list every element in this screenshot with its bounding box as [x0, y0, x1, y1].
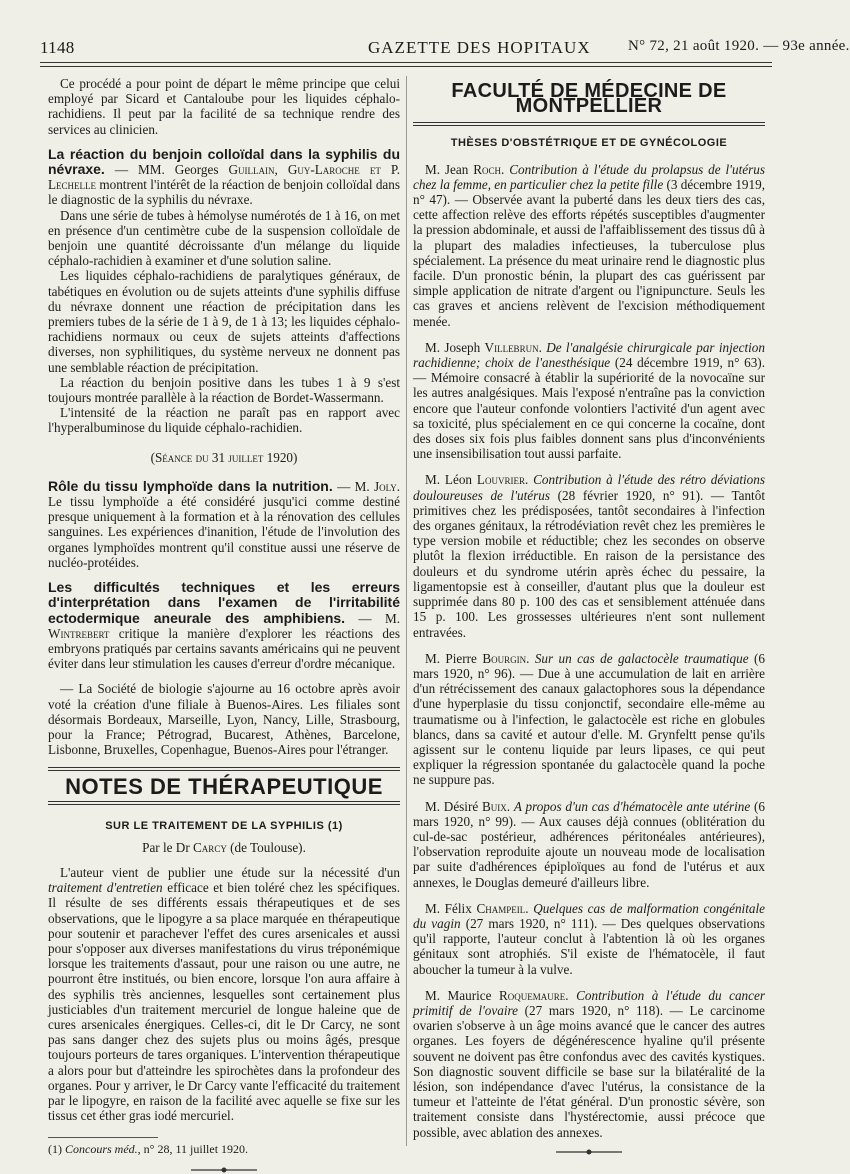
- difficultes-text: critique la manière d'explorer les réactions des embryons pratiqués par certains savants américains qui ne peuvent éviter dans leur stimulation les causes d'erreur d'ordre mécanique.: [48, 625, 400, 672]
- benjoin-authors: Guillain, Guy-Laroche et P. Lechelle: [48, 162, 400, 193]
- header-rule: [40, 62, 772, 63]
- footnote: [48, 1142, 400, 1156]
- thesis-text: (27 mars 1920, n° 118). — Le carcinome ovarien s'observe à un âge moins avancé que le cancer des autres organes. Les foyers de dégénérescence hyaline qu'il présente souvent ne doivent pas être confondus avec des cavités kystiques. Son diagnostic souvent difficile se base sur la bilatéralité de la lésion, son indépendance d'avec l'utérus, la consistance de la tumeur et l'atteinte de l'état général. D'un pronostic sévère, son traitement consiste dans l'hystérectomie, aussi précoce que possible, avec ablation des annexes.: [413, 1002, 765, 1140]
- thesis-author: Roquemaure: [498, 987, 566, 1003]
- thesis-text: (28 février 1920, n° 91). — Tantôt primitives chez les prédisposées, tantôt secondaires à l'infection des organes génitaux, la rétrodéviation revêt chez les premières le type version mobile et réductible; chez les secondes on observe plutôt la flexion irréductible. En raison de la persistance des douleurs et du syndrome utérin après échec du pessaire, la ligamentopsie est à conseiller, d'autant plus que la douleur est supprimée dans 80 p. 100 des cas et sensiblement atténuée dans 15 p. 100. Les grossesses ultérieures n'ent sont nullement entravées.: [413, 487, 765, 640]
- lymph-author: Joly: [373, 478, 397, 494]
- lymph-paragraph: [48, 479, 400, 570]
- thesis-sep: .: [526, 650, 535, 666]
- running-head: [40, 36, 850, 60]
- byline: [48, 840, 400, 855]
- thesis-author: Villebrun: [484, 339, 539, 355]
- journal-title: GAZETTE DES HOPITAUX: [368, 38, 591, 57]
- carcy-lead: L'auteur vient de publier une étude sur la nécessité d'un: [60, 864, 400, 880]
- thesis-sep: .: [501, 161, 510, 177]
- thesis-sep: .: [565, 987, 577, 1003]
- thesis-sep: .: [524, 472, 534, 488]
- thesis-sep: .: [538, 339, 547, 355]
- societe-paragraph: — La Société de biologie s'ajourne au 16 octobre après avoir voté la création d'une filiale à Buenos-Aires. Les filiales sont désormais Bordeaux, Marseille, Lyon, Nancy, Lille, Strasbourg, pour la France; Pétrograd, Bucarest, Athènes, Barcelone, Lisbonne, Bruxelles, Copenhague, Buenos-Aires pour l'étranger.: [48, 681, 400, 758]
- page-number: 1148: [40, 38, 75, 57]
- ornament-divider-right: [554, 1148, 624, 1156]
- thesis-lead: M. Jean: [425, 161, 474, 177]
- notes-therapeutique-title: NOTES DE THÉRAPEUTIQUE: [65, 774, 383, 800]
- byline-lead: Par le Dr: [142, 839, 194, 855]
- footnote-rest: , n° 28, 11 juillet 1920.: [137, 1142, 249, 1157]
- thesis-author: Bourgin: [482, 650, 527, 666]
- thesis-text: (27 mars 1920, n° 111). — Des quelques observations qu'il rapporte, l'auteur conclut à l'abtention là où les organes génitaux sont atrophiés. S'il existe de l'hématocèle, il faut aboucher la tumeur à la vulve.: [413, 915, 765, 977]
- traitement-title: SUR LE TRAITEMENT DE LA SYPHILIS (1): [105, 819, 343, 832]
- thesis-title: Contribution à l'étude du cancer primitif de l'ovaire: [413, 987, 765, 1018]
- benjoin-paragraph-2: Dans une série de tubes à hémolyse numérotés de 1 à 16, on met en présence d'un centimètre cube de la suspension colloïdale de benjoin une quantité décroissante d'un mélange du liquide céphalo-rachidien à examiner et d'une solution saline.: [48, 207, 400, 269]
- difficultes-author: Wintrebert: [48, 625, 110, 641]
- thesis-author: Buix: [482, 798, 507, 814]
- column-divider: [406, 76, 407, 1146]
- thesis-lead: M. Désiré: [425, 798, 482, 814]
- thesis-title: Contribution à l'étude des rétro déviations douloureuses de l'utérus: [413, 472, 766, 503]
- thesis-text: (24 décembre 1919, n° 63). — Mémoire consacré à établir la supériorité de la novocaïne sur les autres analgésiques. Mais l'exposé n'entraîne pas la conviction encore que l'auteur confonde volontiers l'activité d'un agent avec sa toxicité, plus spécialement en ce qui concerne la cocaïne, dont des doses six fois plus faibles donnent sans plus d'inconvénients une insensibilisation tout aussi parfaite.: [413, 355, 765, 462]
- thesis-title: Contribution à l'étude du prolapsus de l'utérus chez la femme, en particulier chez la petite fille: [413, 161, 765, 192]
- benjoin-paragraph-4: La réaction du benjoin positive dans les tubes 1 à 9 s'est toujours montrée parallèle à la réaction de Bordet-Wassermann.: [48, 374, 400, 406]
- thesis-entry: [413, 472, 765, 639]
- thesis-title: De l'analgésie chirurgicale par injection rachidienne; choix de l'anesthésique: [413, 339, 765, 371]
- thesis-author: Roch: [473, 161, 502, 177]
- thesis-lead: M. Pierre: [425, 650, 483, 666]
- thesis-entry: [413, 651, 765, 788]
- thesis-title: Sur un cas de galactocèle traumatique: [534, 650, 749, 666]
- benjoin-paragraph-3: Les liquides céphalo-rachidiens de paralytiques généraux, de tabétiques en évolution ou de sujets atteints d'une syphilis diffuse du névraxe donnent une réaction de précipitation dans les premiers tubes de la série de 1 à 9, de 1 à 13; les liquides céphalo-rachidiens normaux ou ceux de sujets atteints d'affections diverses, non syphilitiques, du système nerveux ne donnent pas une semblable réaction de précipitation.: [48, 268, 400, 375]
- lymph-title: Rôle du tissu lymphoïde dans la nutrition.: [48, 477, 333, 494]
- difficultes-author-lead: — M.: [345, 610, 400, 626]
- carcy-italic: traitement d'entretien: [48, 880, 163, 896]
- theses-title: THÈSES D'OBSTÉTRIQUE ET DE GYNÉCOLOGIE: [450, 137, 728, 150]
- thesis-lead: M. Maurice: [425, 987, 499, 1003]
- thesis-sep: .: [506, 798, 514, 814]
- benjoin-authors-lead: — MM. Georges: [104, 162, 229, 178]
- thesis-entry: [413, 162, 765, 329]
- issue-info: N° 72, 21 août 1920. — 93e année.: [628, 38, 850, 54]
- thesis-title: A propos d'un cas d'hématocèle ante utérine: [513, 798, 751, 814]
- difficultes-title: Les difficultés techniques et les erreurs d'interprétation dans l'examen de l'irritabilité ectodermique aneurale des amphibiens.: [48, 579, 400, 626]
- footnote-lead: (1): [48, 1142, 65, 1157]
- ornament-divider: [189, 1166, 259, 1174]
- thesis-lead: M. Joseph: [425, 339, 485, 355]
- faculty-title: FACULTÉ DE MÉDECINE DE MONTPELLIER: [451, 80, 727, 118]
- benjoin-text: montrent l'intérêt de la réaction de benjoin colloïdal dans le diagnostic de la syphilis du névraxe.: [48, 177, 400, 208]
- header-rule-2: [40, 66, 772, 67]
- lymph-text: . Le tissu lymphoïde a été considéré jusqu'ici comme destiné presque uniquement à la formation et à la rénovation des cellules sanguines. Les expériences d'inanition, l'étude de l'involution des organes lymphoïdes montrent qu'il constitue aussi une réserve de nucléo-protéides.: [48, 478, 400, 570]
- intro-paragraph: Ce procédé a pour point de départ le même principe que celui employé par Sicard et Cantaloube pour les liquides céphalo-rachidiens. Il peut par la facilité de sa technique rendre des services au clinicien.: [48, 76, 400, 137]
- thesis-entry: [413, 340, 765, 462]
- thesis-sep: .: [525, 900, 534, 916]
- benjoin-paragraph: [48, 147, 400, 208]
- difficultes-paragraph: [48, 580, 400, 671]
- left-column: [48, 76, 400, 1174]
- thesis-lead: M. Léon: [425, 472, 477, 488]
- thesis-entry: [413, 901, 765, 977]
- carcy-paragraph: [48, 865, 400, 1123]
- theses-list: [413, 162, 765, 1140]
- byline-author: Carcy: [193, 839, 227, 855]
- thesis-lead: M. Félix: [425, 900, 477, 916]
- carcy-text: efficace et bien toléré chez les spécifiques. Il résulte de ses différents essais thérapeutiques et de ses observations, que le lipogyre a sa place marquée en thérapeutique pour soutenir et parachever l'effet des cures arsenicales et aussi pour s'opposer aux diverses manifestations du virus tréponémique lorsque les traitements d'assaut, pour une raison ou une autre, ne pourront être institués, ou bien encore, lorsque l'on aura affaire à des syphilis très anciennes, lesquelles sont certainement plus justiciables d'un traitement mercuriel de longue haleine que de cures arsenicales énergiques. Celles-ci, dit le Dr Carcy, ne sont pas sans danger chez des sujets plus ou moins âgés, presque toujours porteurs de tares organiques. L'intervention thérapeutique a alors pour but d'atteindre les spirochètes dans la profondeur des organes. Pour y arriver, le Dr Carcy vante l'efficacité du traitement par le lipogyre, en raison de la facilité avec aquelle se fixe sur les tissus cet éther gras iodé mercuriel.: [48, 880, 400, 1124]
- thesis-text: (3 décembre 1919, n° 47). — Observée avant la puberté dans les deux tiers des cas, cette affection relève des efforts répétés susceptibles d'augmenter la pression abdominale, et aussi de l'affaiblissement des tissus dû à la plupart des maladies infectieuses, la tuberculose plus spécialement. La présence du meat urinaire rend le diagnostic plus facile. D'un pronostic bénin, la plupart des cas guérissent par simple application de nitrate d'argent ou l'ignipuncture. Seuls les cas graves et anciens relèvent de l'excision méthodiquement menée.: [413, 176, 765, 329]
- thesis-entry: [413, 799, 765, 890]
- thesis-title: Quelques cas de malformation congénitale du vagin: [413, 900, 765, 931]
- lymph-author-lead: — M.: [332, 478, 374, 494]
- thesis-text: (6 mars 1920, n° 96). — Due à une accumulation de lait en arrière d'un rétrécissement des canaux galactophores sous la dépendance d'une hyperplasie du tissu conjonctif, secondaire elle-même au traumatisme ou à l'infection, le galactocèle est riche en globules blancs, dans sa cavité et autour d'elle. M. Grynfeltt pense qu'ils agissent sur le contenu liquide par leurs lipases, ce qui peut expliquer la régression spontanée du galactocèle quand la poche ne suppure pas.: [413, 650, 765, 788]
- seance-date: (Séance du 31 juillet 1920): [150, 449, 298, 465]
- footnote-source: Concours méd.: [65, 1142, 138, 1157]
- thesis-author: Champeil: [476, 900, 526, 916]
- byline-place: (de Toulouse).: [226, 839, 306, 855]
- thesis-entry: [413, 988, 765, 1140]
- thesis-author: Louvrier: [476, 472, 525, 488]
- benjoin-title: La réaction du benjoin colloïdal dans la syphilis du névraxe.: [48, 145, 400, 178]
- thesis-text: (6 mars 1920, n° 99). — Aux causes déjà connues (oblitération du cul-de-sac postérieur, adhérences péritonéales antérieures), l'observation reproduite ajoute un nouveau mode de localisation par suite d'adhérences épiploïques au fond de l'utérus et aux annexes, le Douglas demeuré d'ailleurs libre.: [413, 798, 765, 890]
- right-column: [413, 76, 765, 1156]
- benjoin-paragraph-5: L'intensité de la réaction ne paraît pas en rapport avec l'hyperalbuminose du liquide céphalo-rachidien.: [48, 405, 400, 436]
